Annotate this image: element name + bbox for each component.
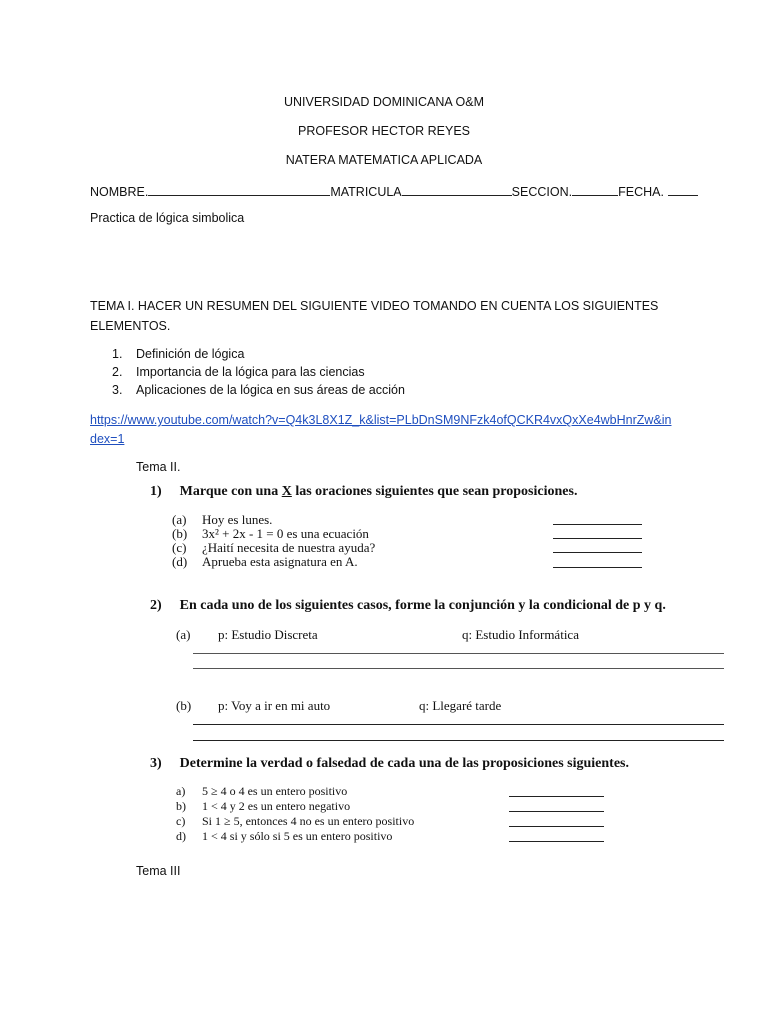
q1-item-b: (b) 3x² + 2x - 1 = 0 es una ecuación (172, 526, 369, 541)
q2-b-label: (b) (176, 698, 192, 713)
answer-line-a (553, 524, 642, 525)
list-item: 2. Importancia de la lógica para las ciencias (112, 365, 365, 379)
matricula-blank (402, 183, 512, 196)
question-number: 2) (150, 598, 162, 613)
tema2-title: Tema II. (136, 460, 181, 474)
question-3: 3) Determine la verdad o falsedad de cada una de las proposiciones siguientes. (150, 756, 629, 771)
question-1: 1) Marque con una X las oraciones siguientes que sean proposiciones. (150, 484, 578, 499)
answer-line-q3b (509, 811, 604, 812)
list-item: 1. Definición de lógica (112, 347, 245, 361)
matricula-label: MATRICULA (330, 185, 402, 199)
seccion-label: SECCION. (511, 185, 573, 199)
q1-item-a: (a) Hoy es lunes. (172, 512, 273, 527)
answer-line-d (553, 567, 642, 568)
q3-item-a: a) 5 ≥ 4 o 4 es un entero positivo (176, 784, 348, 798)
tema1-heading-line1: TEMA I. HACER UN RESUMEN DEL SIGUIENTE VIDEO TOMANDO EN CUENTA LOS SIGUIENTES (90, 299, 659, 313)
nombre-label: NOMBRE. (90, 185, 149, 199)
youtube-link-line1[interactable]: https://www.youtube.com/watch?v=Q4k3L8X1Z_k&list=PLbDnSM9NFzk4ofQCKR4vxQxXe4wbHnrZw&in (90, 413, 672, 427)
q2-b-p: p: Voy a ir en mi auto (218, 698, 331, 713)
q3-item-d: d) 1 < 4 si y sólo si 5 es un entero positivo (176, 829, 393, 843)
course-name: NATERA MATEMATICA APLICADA (285, 153, 483, 167)
answer-line-q3a (509, 796, 604, 797)
question-2: 2) En cada uno de los siguientes casos, forme la conjunción y la condicional de p y q. (150, 598, 666, 613)
tema3-title: Tema III (136, 864, 181, 878)
tema1-heading-line2: ELEMENTOS. (90, 319, 171, 333)
q2-a-p: p: Estudio Discreta (218, 627, 318, 642)
answer-line-q3d (509, 841, 604, 842)
answer-line-q2a-2 (193, 668, 724, 669)
fecha-blank (668, 183, 698, 196)
seccion-blank (572, 183, 618, 196)
q2-a-label: (a) (176, 627, 191, 642)
practice-subtitle: Practica de lógica simbolica (90, 211, 245, 225)
answer-line-q2b-2 (193, 740, 724, 741)
fecha-label: FECHA. (618, 185, 664, 199)
answer-line-q2b-1 (193, 724, 724, 725)
tema1-list (112, 347, 405, 401)
nombre-blank (148, 183, 330, 196)
q2-b-q: q: Llegaré tarde (419, 698, 502, 713)
form-line (90, 183, 698, 199)
q3-item-c: c) Si 1 ≥ 5, entonces 4 no es un entero positivo (176, 814, 415, 828)
list-item: 3. Aplicaciones de la lógica en sus áreas de acción (112, 383, 405, 397)
q1-item-c: (c) ¿Haití necesita de nuestra ayuda? (172, 540, 376, 555)
x-mark: X (281, 484, 292, 499)
answer-line-q2a-1 (193, 653, 724, 654)
answer-line-c (553, 552, 642, 553)
q3-item-b: b) 1 < 4 y 2 es un entero negativo (176, 799, 351, 813)
professor-name: PROFESOR HECTOR REYES (297, 124, 471, 138)
q1-item-d: (d) Aprueba esta asignatura en A. (172, 554, 358, 569)
university-title: UNIVERSIDAD DOMINICANA O&M (283, 95, 485, 109)
answer-line-q3c (509, 826, 604, 827)
youtube-link-line2[interactable]: dex=1 (90, 432, 125, 446)
question-number: 1) (150, 484, 162, 499)
answer-line-b (553, 538, 642, 539)
q2-a-q: q: Estudio Informática (462, 627, 579, 642)
question-number: 3) (150, 756, 162, 771)
